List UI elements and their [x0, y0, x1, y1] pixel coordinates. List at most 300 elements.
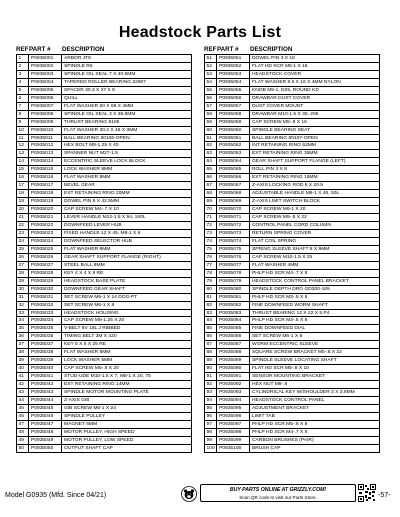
- ref-number: 59: [205, 119, 217, 126]
- header-part: PART #: [29, 46, 51, 53]
- table-row: [17, 421, 191, 429]
- table-row: [17, 230, 191, 238]
- part-description: SPINDLE OIL SEAL 7 X 40.5MM: [64, 71, 136, 77]
- ref-number: 49: [17, 437, 29, 444]
- parts-table-right: [204, 46, 380, 453]
- header-ref: REF: [16, 46, 29, 53]
- page-number: -57-: [378, 492, 391, 499]
- ref-number: 82: [205, 302, 217, 309]
- part-description: LEVER HANDLE M12-1.5 X 94, 160L: [64, 215, 146, 221]
- table-row: [205, 166, 379, 174]
- table-row: [205, 95, 379, 103]
- part-number: P0935008: [29, 111, 62, 118]
- ref-number: 21: [17, 214, 29, 221]
- part-description: DOWEL PIN 3 X 10: [252, 56, 295, 61]
- ref-number: 60: [205, 127, 217, 134]
- ref-number: 9: [17, 119, 29, 126]
- table-row: [205, 198, 379, 206]
- part-number: P0935019: [29, 198, 62, 205]
- part-description: SPRING SLEEVE SHAFT 8 X 9MM: [252, 246, 330, 252]
- part-description: ECCENTRIC SLEEVE LOCK BLOCK: [64, 159, 146, 165]
- part-number: P0935066: [217, 174, 250, 181]
- part-number: P0935011: [29, 135, 62, 142]
- ref-number: 53: [205, 71, 217, 78]
- part-number: P0935047: [29, 421, 62, 428]
- part-description: CAP SCREW M10-1.5 X 25: [252, 254, 313, 260]
- part-number: P0935001: [29, 55, 62, 62]
- table-row: [205, 142, 379, 150]
- ref-number: 3: [17, 71, 29, 78]
- table-row: [205, 55, 379, 63]
- table-row: [205, 294, 379, 302]
- ref-number: 32: [17, 302, 29, 309]
- table-row: [17, 357, 191, 365]
- ref-number: 66: [205, 174, 217, 181]
- ref-number: 36: [17, 333, 29, 340]
- part-description: HEADSTOCK CONTROL PANEL BRACKET: [252, 278, 349, 284]
- part-number: P0935028: [29, 270, 62, 277]
- part-description: CONTROL PANEL CORD COLUMN: [252, 223, 331, 229]
- part-number: P0935015: [29, 166, 62, 173]
- part-description: GIB SCREW M6-1 X 24: [64, 405, 116, 411]
- table-row: [17, 389, 191, 397]
- ref-number: 51: [205, 55, 217, 62]
- part-number: P0935030: [29, 286, 62, 293]
- ref-number: 30: [17, 286, 29, 293]
- part-description: DOWNFEED SELECTOR HUB: [64, 238, 132, 244]
- part-description: EXT RETAINING RING 14MM: [64, 382, 130, 388]
- table-row: [17, 365, 191, 373]
- part-number: P0935058: [217, 111, 250, 118]
- part-description: BRUSH CAP: [252, 445, 281, 451]
- table-row: [205, 421, 379, 429]
- part-description: FLAT COIL SPRING: [252, 238, 297, 244]
- ref-number: 70: [205, 206, 217, 213]
- part-description: EXT RETAINING RING 35MM: [252, 151, 318, 157]
- part-number: P0935071: [217, 214, 250, 221]
- part-number: P0935099: [217, 437, 250, 444]
- part-number: P0935031: [29, 294, 62, 301]
- part-description: PHLP HD SCR M3-.5 X 8: [252, 294, 308, 300]
- table-row: [17, 103, 191, 111]
- ref-number: 87: [205, 341, 217, 348]
- part-number: P0935024: [29, 238, 62, 245]
- table-row: [17, 278, 191, 286]
- part-number: P0935029: [29, 278, 62, 285]
- table-row: [17, 222, 191, 230]
- ref-number: 76: [205, 254, 217, 261]
- table-row: [205, 389, 379, 397]
- table-row: [17, 437, 191, 445]
- part-description: FLAT WASHER 60 X 68 X 4MM: [64, 103, 134, 109]
- ref-number: 94: [205, 397, 217, 404]
- part-number: P0935059: [217, 119, 250, 126]
- ref-number: 22: [17, 222, 29, 229]
- part-description: DOWNFEED LEVER HUB: [64, 223, 122, 229]
- part-number: P0935079: [217, 278, 250, 285]
- part-number: P0935093: [217, 389, 250, 396]
- part-number: P0935052: [217, 63, 250, 70]
- part-number: P0935045: [29, 405, 62, 412]
- table-row: [17, 341, 191, 349]
- part-description: SET SCREW M6-1 X 8: [64, 302, 115, 308]
- ref-number: 54: [205, 79, 217, 86]
- table-row: [17, 166, 191, 174]
- table-row: [17, 158, 191, 166]
- table-row: [17, 405, 191, 413]
- ref-number: 83: [205, 310, 217, 317]
- part-number: P0935022: [29, 222, 62, 229]
- part-number: P0935069: [217, 198, 250, 205]
- ref-number: 89: [205, 357, 217, 364]
- table-row: [17, 397, 191, 405]
- part-number: P0935076: [217, 254, 250, 261]
- part-number: P0935098: [217, 429, 250, 436]
- part-description: MAGNET 6MM: [64, 421, 98, 427]
- part-number: P0935075: [217, 246, 250, 253]
- page-footer: [0, 482, 400, 517]
- ref-number: 91: [205, 373, 217, 380]
- part-description: ARBOR JT6: [64, 56, 91, 61]
- part-description: SPINDLE R8: [64, 63, 93, 69]
- part-description: GEAR SHAFT SUPPORT FLANGE (LEFT): [252, 159, 346, 165]
- part-description: SQUARE SCREW BRACKET M5-.8 X 22: [252, 350, 342, 356]
- part-description: FIXED HANDLE 12 X 45, M8-1 X 6: [64, 230, 141, 236]
- part-number: P0935091: [217, 373, 250, 380]
- table-row: [205, 381, 379, 389]
- table-row: [17, 294, 191, 302]
- table-row: [205, 158, 379, 166]
- table-row: [205, 270, 379, 278]
- part-number: P0935084: [217, 317, 250, 324]
- part-number: P0935012: [29, 142, 62, 149]
- part-description: OUTPUT SHAFT CAP: [64, 445, 113, 451]
- part-description: SPINDLE MOTOR MOUNTING PLATE: [64, 390, 149, 396]
- ref-number: 2: [17, 63, 29, 70]
- part-number: P0935002: [29, 63, 62, 70]
- part-number: P0935041: [29, 373, 62, 380]
- table-body: [204, 54, 380, 453]
- part-number: P0935023: [29, 230, 62, 237]
- table-row: [205, 238, 379, 246]
- ref-number: 68: [205, 190, 217, 197]
- ref-number: 27: [17, 262, 29, 269]
- table-row: [205, 174, 379, 182]
- ref-number: 63: [205, 150, 217, 157]
- part-description: BALL BEARING 80106-OPEN: [64, 135, 130, 141]
- table-row: [17, 317, 191, 325]
- part-description: FINE DOWNFEED DIAL: [252, 326, 306, 332]
- part-description: HEX NUT M8-.8: [252, 382, 288, 388]
- qr-code-icon: [358, 484, 376, 502]
- ref-number: 77: [205, 262, 217, 269]
- ref-number: 20: [17, 206, 29, 213]
- part-description: FLAT HD SCR M6-1 X 16: [252, 63, 308, 69]
- part-number: P0935042: [29, 381, 62, 388]
- part-description: BALL BEARING 80107-OPEN: [252, 135, 318, 141]
- table-row: [205, 310, 379, 318]
- part-number: P0935033: [29, 310, 62, 317]
- ref-number: 43: [17, 389, 29, 396]
- part-number: P0935062: [217, 142, 250, 149]
- table-row: [17, 445, 191, 453]
- ref-number: 75: [205, 246, 217, 253]
- ref-number: 74: [205, 238, 217, 245]
- table-row: [17, 127, 191, 135]
- part-description: SET SCREW M6-1 X 14 DOG-PT: [64, 294, 138, 300]
- part-description: ADJUSTMENT BRACKET: [252, 405, 310, 411]
- part-description: GEAR SHAFT SUPPORT FLANGE (RIGHT): [64, 254, 161, 260]
- ref-number: 96: [205, 413, 217, 420]
- part-number: P0935085: [217, 325, 250, 332]
- part-number: P0935020: [29, 206, 62, 213]
- part-number: P0935044: [29, 397, 62, 404]
- table-row: [205, 111, 379, 119]
- part-description: HEADSTOCK CONTROL PANEL: [252, 397, 325, 403]
- part-number: P0935070: [217, 206, 250, 213]
- table-row: [17, 182, 191, 190]
- part-number: P0935086: [217, 333, 250, 340]
- ref-number: 99: [205, 437, 217, 444]
- ref-number: 97: [205, 421, 217, 428]
- part-number: P0935055: [217, 87, 250, 94]
- ref-number: 17: [17, 182, 29, 189]
- table-row: [205, 182, 379, 190]
- table-row: [17, 142, 191, 150]
- table-row: [205, 246, 379, 254]
- part-description: SPACER 30.3 X 37 X 9: [64, 87, 115, 93]
- ref-number: 45: [17, 405, 29, 412]
- part-description: Z-AXIS LIMIT SWITCH BLOCK: [252, 199, 321, 205]
- table-row: [205, 190, 379, 198]
- ref-number: 29: [17, 278, 29, 285]
- ref-number: 100: [205, 445, 217, 452]
- part-description: V-BELT 6V 18L J RIBBED: [64, 326, 121, 332]
- table-row: [17, 238, 191, 246]
- table-row: [17, 150, 191, 158]
- table-row: [205, 87, 379, 95]
- part-number: P0935006: [29, 95, 62, 102]
- ref-number: 44: [17, 397, 29, 404]
- part-number: P0935034: [29, 317, 62, 324]
- ref-number: 73: [205, 230, 217, 237]
- ref-number: 65: [205, 166, 217, 173]
- part-number: P0935056: [217, 95, 250, 102]
- table-row: [205, 254, 379, 262]
- table-row: [17, 270, 191, 278]
- part-number: P0935051: [217, 55, 250, 62]
- part-number: P0935081: [217, 294, 250, 301]
- ref-number: 7: [17, 103, 29, 110]
- part-description: FLAT HD SCR M5-.8 X 10: [252, 366, 309, 372]
- part-description: KNOB M8-1, D25, ROUND KD: [252, 87, 319, 93]
- part-description: LIMIT TAB: [252, 413, 275, 419]
- table-row: [205, 341, 379, 349]
- part-description: STUD-UDE M10-1.5 X 7, M8-1 X 20, 75: [64, 374, 151, 380]
- ref-number: 24: [17, 238, 29, 245]
- ref-number: 95: [205, 405, 217, 412]
- ref-number: 56: [205, 95, 217, 102]
- ref-number: 93: [205, 389, 217, 396]
- table-row: [205, 214, 379, 222]
- part-description: CAP SCREW M5-.8 X 22: [252, 215, 307, 221]
- ref-number: 72: [205, 222, 217, 229]
- table-header: [16, 46, 192, 54]
- table-row: [17, 87, 191, 95]
- table-row: [17, 333, 191, 341]
- table-row: [205, 222, 379, 230]
- table-row: [17, 214, 191, 222]
- part-description: PHLP HD SCR M3-.5 X 6: [252, 318, 308, 324]
- ref-number: 16: [17, 174, 29, 181]
- table-row: [17, 206, 191, 214]
- part-number: P0935037: [29, 341, 62, 348]
- table-row: [17, 310, 191, 318]
- ref-number: 10: [17, 127, 29, 134]
- ref-number: 81: [205, 294, 217, 301]
- part-number: P0935064: [217, 158, 250, 165]
- part-number: P0935039: [29, 357, 62, 364]
- part-number: P0935060: [217, 127, 250, 134]
- part-number: P0935009: [29, 119, 62, 126]
- part-number: P0935092: [217, 381, 250, 388]
- part-description: KEY 4 X 4 X 8 RE: [64, 270, 104, 276]
- table-row: [17, 302, 191, 310]
- part-description: THRUST BEARING 12 X 22 X 5 P4: [252, 310, 330, 316]
- part-number: P0935025: [29, 246, 62, 253]
- table-row: [205, 71, 379, 79]
- part-number: P0935096: [217, 413, 250, 420]
- part-description: ROLL PIN 3 X 8: [252, 167, 287, 173]
- header-ref: REF: [204, 46, 217, 53]
- part-number: P0935082: [217, 302, 250, 309]
- table-row: [205, 150, 379, 158]
- table-row: [17, 111, 191, 119]
- table-row: [205, 437, 379, 445]
- ref-number: 4: [17, 79, 29, 86]
- ref-number: 55: [205, 87, 217, 94]
- part-description: SENSOR MOUNTING BRACKET: [252, 374, 326, 380]
- table-row: [205, 119, 379, 127]
- table-row: [17, 286, 191, 294]
- table-row: [17, 325, 191, 333]
- part-description: HEADSTOCK HOUSING: [64, 310, 119, 316]
- ref-number: 33: [17, 310, 29, 317]
- scan-qr-text: Scan QR code to visit our Parts Store.: [239, 495, 317, 500]
- part-description: TAPERED ROLLER BEARING 32907: [64, 79, 146, 85]
- table-row: [205, 278, 379, 286]
- table-row: [205, 405, 379, 413]
- ref-number: 38: [17, 349, 29, 356]
- part-number: P0935072: [217, 222, 250, 229]
- table-row: [205, 230, 379, 238]
- part-description: RETURN SPRING COVER: [252, 230, 312, 236]
- part-description: MOTOR PULLEY, HIGH SPEED: [64, 429, 135, 435]
- ref-number: 64: [205, 158, 217, 165]
- part-number: P0935050: [29, 445, 62, 452]
- ref-number: 85: [205, 325, 217, 332]
- part-number: P0935090: [217, 365, 250, 372]
- table-row: [205, 349, 379, 357]
- ref-number: 42: [17, 381, 29, 388]
- table-row: [205, 445, 379, 453]
- table-row: [205, 357, 379, 365]
- part-description: PHLP HD SCR M5-.8 X 8: [252, 421, 308, 427]
- part-number: P0935007: [29, 103, 62, 110]
- part-description: CAP SCREW M5-.8 X 16: [252, 119, 307, 125]
- ref-number: 58: [205, 111, 217, 118]
- part-number: P0935003: [29, 71, 62, 78]
- part-description: FLAT WASHER 4MM: [252, 262, 299, 268]
- ref-number: 86: [205, 333, 217, 340]
- part-description: FLAT WASHER 30.2 X 45 X 3MM: [64, 127, 138, 133]
- ref-number: 5: [17, 87, 29, 94]
- part-number: P0935097: [217, 421, 250, 428]
- ref-number: 57: [205, 103, 217, 110]
- part-description: HEX BOLT M8-1.25 X 40: [64, 143, 119, 149]
- ref-number: 8: [17, 111, 29, 118]
- ref-number: 14: [17, 158, 29, 165]
- part-description: FLAT WASHER 8MM: [64, 246, 111, 252]
- page-title: Headstock Parts List: [118, 24, 282, 41]
- ref-number: 26: [17, 254, 29, 261]
- part-number: P0935089: [217, 357, 250, 364]
- table-row: [17, 135, 191, 143]
- table-row: [205, 373, 379, 381]
- part-number: P0935016: [29, 174, 62, 181]
- part-number: P0935061: [217, 135, 250, 142]
- ref-number: 50: [17, 445, 29, 452]
- part-description: MOTOR PULLEY, LOW SPEED: [64, 437, 134, 443]
- ref-number: 48: [17, 429, 29, 436]
- part-description: EXT RETAINING RING 16MM: [252, 175, 318, 181]
- part-number: P0935049: [29, 437, 62, 444]
- ref-number: 39: [17, 357, 29, 364]
- table-row: [17, 198, 191, 206]
- table-row: [205, 333, 379, 341]
- buy-parts-text: BUY PARTS ONLINE AT GRIZZLY.COM!: [229, 487, 327, 493]
- part-description: FLAT WASHER 8MM: [64, 175, 111, 181]
- ref-number: 67: [205, 182, 217, 189]
- table-row: [17, 246, 191, 254]
- header-description: DESCRIPTION: [250, 46, 293, 53]
- ref-number: 1: [17, 55, 29, 62]
- ref-number: 92: [205, 381, 217, 388]
- part-number: P0935077: [217, 262, 250, 269]
- ref-number: 19: [17, 198, 29, 205]
- ref-number: 12: [17, 142, 29, 149]
- table-row: [17, 190, 191, 198]
- ref-number: 25: [17, 246, 29, 253]
- table-row: [205, 262, 379, 270]
- part-description: CARBON BRUSHES (PAIR): [252, 437, 314, 443]
- grizzly-bear-logo-icon: [181, 486, 197, 502]
- table-row: [17, 373, 191, 381]
- table-row: [205, 365, 379, 373]
- ref-number: 11: [17, 135, 29, 142]
- part-number: P0935054: [217, 79, 250, 86]
- part-description: FLAT WASHER 8.5 X 16 X 4MM NYLON: [252, 79, 341, 85]
- part-number: P0935017: [29, 182, 62, 189]
- ref-number: 37: [17, 341, 29, 348]
- table-row: [17, 119, 191, 127]
- table-row: [205, 397, 379, 405]
- part-description: PHLP HD SCR M4-.7 X 8: [252, 270, 308, 276]
- buy-parts-online-banner: [200, 484, 356, 502]
- part-number: P0935036: [29, 333, 62, 340]
- table-row: [17, 95, 191, 103]
- table-row: [205, 127, 379, 135]
